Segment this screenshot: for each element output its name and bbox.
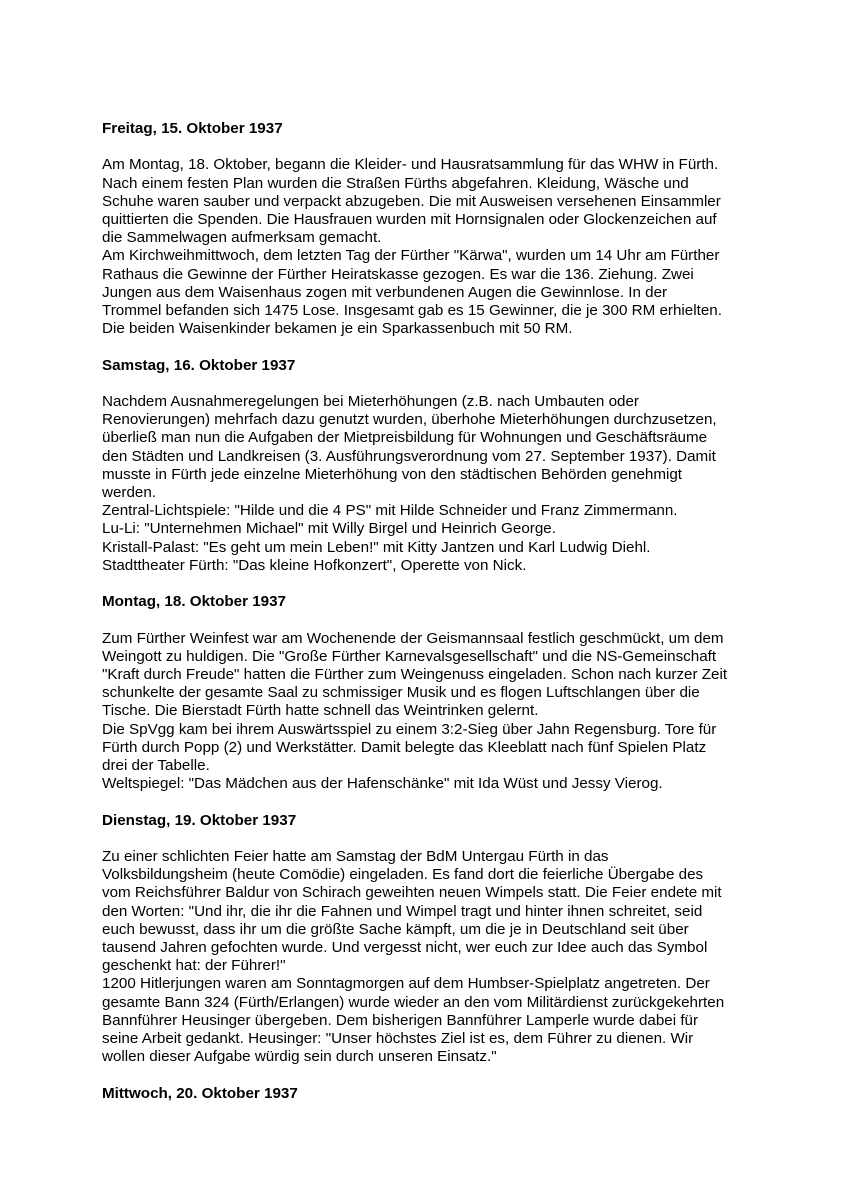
text-line: "Kraft durch Freude" hatten die Fürther zum Weingenuss eingeladen. Schon nach kurzer Zeit	[102, 666, 728, 684]
text-line: quittierten die Spenden. Die Hausfrauen wurden mit Hornsignalen oder Glockenzeichen auf	[102, 211, 717, 228]
text-line: Rathaus die Gewinne der Fürther Heiratskasse gezogen. Es war die 136. Ziehung. Zwei	[102, 265, 694, 283]
entry-text	[102, 630, 762, 794]
text-line: euch bewusst, dass ihr um die größte Sache kämpft, um die je in Deutschland seit über	[102, 920, 689, 938]
text-line: seine Arbeit gedankt. Heusinger: "Unser höchstes Ziel ist es, dem Führer zu dienen. Wir	[102, 1030, 694, 1048]
entry-date: Montag, 18. Oktober 1937	[102, 593, 286, 611]
text-line: Weingott zu huldigen. Die "Große Fürther Karnevalsgesellschaft" und die NS-Gemeinschaft	[102, 647, 717, 665]
text-line: Trommel befanden sich 1475 Lose. Insgesamt gab es 15 Gewinner, die je 300 RM erhielten.	[102, 302, 722, 320]
text-line: Jungen aus dem Waisenhaus zogen mit verbundenen Augen die Gewinnlose. In der	[102, 283, 668, 301]
text-line: die Sammelwagen aufmerksam gemacht.	[102, 229, 382, 247]
text-line: Tische. Die Bierstadt Fürth hatte schnell das Weintrinken gelernt.	[102, 702, 539, 720]
entry-saturday-16	[102, 357, 762, 575]
text-line: geschenkt hat: der Führer!"	[102, 957, 286, 975]
text-line: Kristall-Palast: "Es geht um mein Leben!" mit Kitty Jantzen und Karl Ludwig Diehl.	[102, 538, 651, 556]
text-line: Am Kirchweihmittwoch, dem letzten Tag der Fürther "Kärwa", wurden um 14 Uhr am Fürther	[102, 247, 720, 265]
text-line: Die SpVgg kam bei ihrem Auswärtsspiel zu einem 3:2-Sieg über Jahn Regensburg. Tore für	[102, 720, 717, 738]
entry-date: Dienstag, 19. Oktober 1937	[102, 811, 297, 829]
text-line: den Worten: "Und ihr, die ihr die Fahnen und Wimpel tragt und hinter ihnen schreitet, seid	[102, 902, 703, 920]
text-line: werden.	[102, 484, 157, 502]
text-line: musste in Fürth jede einzelne Mieterhöhung von den städtischen Behörden genehmigt	[102, 465, 683, 483]
entry-text	[102, 393, 762, 575]
document-page	[102, 120, 762, 1121]
text-line: tausend Jahren gefochten wurde. Und vergesst nicht, wer euch zur Idee auch das Symbol	[102, 939, 708, 957]
text-line: schunkelte der gesamte Saal zu schmissiger Musik und es flogen Luftschlangen über die	[102, 684, 700, 702]
entry-date: Freitag, 15. Oktober 1937	[102, 120, 283, 137]
entry-date: Mittwoch, 20. Oktober 1937	[102, 1084, 298, 1102]
text-line: Zum Fürther Weinfest war am Wochenende der Geismannsaal festlich geschmückt, um dem	[102, 629, 724, 647]
text-line: Nachdem Ausnahmeregelungen bei Mieterhöhungen (z.B. nach Umbauten oder	[102, 393, 639, 410]
entry-date: Samstag, 16. Oktober 1937	[102, 356, 296, 374]
text-line: überließ man nun die Aufgaben der Mietpreisbildung für Wohnungen und Geschäftsräume	[102, 429, 708, 447]
text-line: Renovierungen) mehrfach dazu genutzt wurden, überhohe Mieterhöhungen durchzusetzen,	[102, 411, 717, 429]
text-line: Fürth durch Popp (2) und Werkstätter. Damit belegte das Kleeblatt nach fünf Spielen Platz	[102, 738, 707, 756]
entry-text	[102, 848, 762, 1066]
text-line: vom Reichsführer Baldur von Schirach geweihten neuen Wimpels statt. Die Feier endete mit	[102, 884, 722, 902]
entry-monday-18	[102, 593, 762, 793]
text-line: Volksbildungsheim (heute Comödie) eingeladen. Es fand dort die feierliche Übergabe des	[102, 866, 704, 884]
text-line: 1200 Hitlerjungen waren am Sonntagmorgen auf dem Humbser-Spielplatz angetreten. Der	[102, 975, 710, 993]
text-line: Stadttheater Fürth: "Das kleine Hofkonzert", Operette von Nick.	[102, 556, 527, 574]
entry-wednesday-20	[102, 1085, 762, 1103]
text-line: Zentral-Lichtspiele: "Hilde und die 4 PS" mit Hilde Schneider und Franz Zimmermann.	[102, 502, 678, 520]
text-line: drei der Tabelle.	[102, 757, 210, 775]
text-line: Schuhe waren sauber und verpackt abzugeben. Die mit Ausweisen versehenen Einsammler	[102, 192, 721, 210]
text-line: wollen dieser Aufgabe würdig sein durch unseren Einsatz."	[102, 1048, 497, 1066]
text-line: Weltspiegel: "Das Mädchen aus der Hafenschänke" mit Ida Wüst und Jessy Vierog.	[102, 775, 663, 793]
text-line: Bannführer Heusinger übergeben. Dem bisherigen Bannführer Lamperle wurde dabei für	[102, 1011, 699, 1029]
entry-friday-15	[102, 120, 762, 338]
entry-tuesday-19	[102, 812, 762, 1067]
text-line: gesamte Bann 324 (Fürth/Erlangen) wurde wieder an den vom Militärdienst zurückgekehrten	[102, 993, 725, 1011]
entry-text	[102, 156, 762, 338]
text-line: Die beiden Waisenkinder bekamen je ein Sparkassenbuch mit 50 RM.	[102, 320, 573, 338]
text-line: Zu einer schlichten Feier hatte am Samstag der BdM Untergau Fürth in das	[102, 848, 609, 866]
text-line: Am Montag, 18. Oktober, begann die Kleider- und Hausratsammlung für das WHW in Fürth.	[102, 156, 719, 174]
text-line: Lu-Li: "Unternehmen Michael" mit Willy Birgel und Heinrich George.	[102, 520, 556, 538]
text-line: den Städten und Landkreisen (3. Ausführungsverordnung vom 27. September 1937). Damit	[102, 447, 716, 465]
text-line: Nach einem festen Plan wurden die Straßen Fürths abgefahren. Kleidung, Wäsche und	[102, 174, 689, 192]
